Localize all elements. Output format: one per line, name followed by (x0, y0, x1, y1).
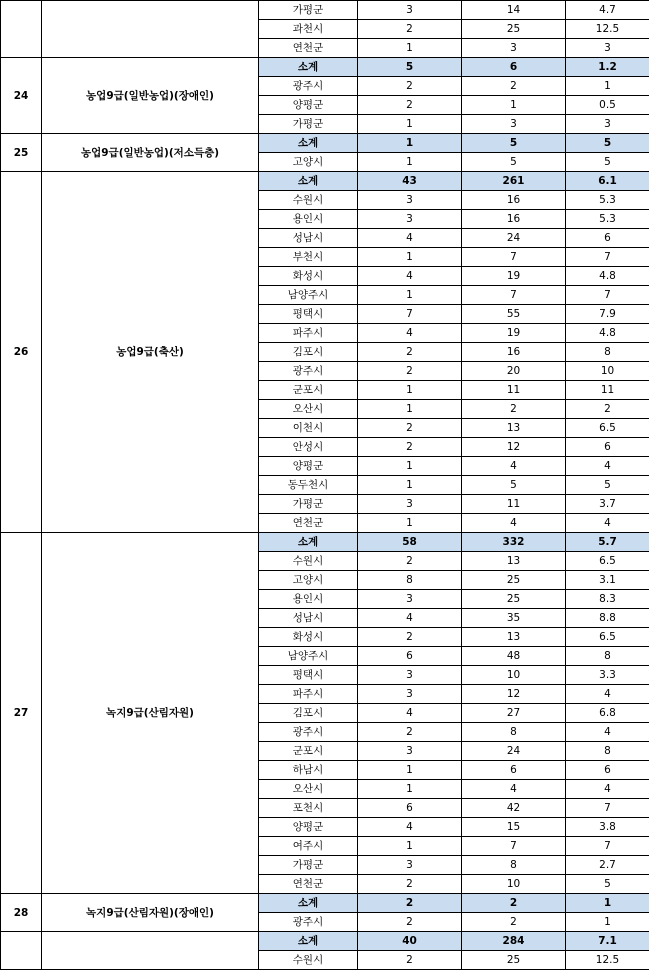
competition-ratio-cell: 12.5 (566, 951, 649, 970)
region-cell: 포천시 (259, 799, 358, 818)
competition-ratio-cell: 5 (566, 476, 649, 495)
selected-count-cell: 1 (358, 134, 462, 153)
applicant-count-cell: 5 (462, 153, 566, 172)
selected-count-cell: 2 (358, 951, 462, 970)
region-cell: 가평군 (259, 495, 358, 514)
competition-ratio-cell: 4 (566, 685, 649, 704)
group-number: 26 (1, 172, 42, 533)
selected-count-cell: 58 (358, 533, 462, 552)
group-number (1, 1, 42, 58)
group-number: 28 (1, 894, 42, 932)
applicant-count-cell: 55 (462, 305, 566, 324)
competition-ratio-cell: 8.3 (566, 590, 649, 609)
applicant-count-cell: 7 (462, 837, 566, 856)
position-name: 농업9급(축산) (42, 172, 259, 533)
selected-count-cell: 8 (358, 571, 462, 590)
applicant-count-cell: 6 (462, 58, 566, 77)
competition-ratio-cell: 0.5 (566, 96, 649, 115)
selected-count-cell: 43 (358, 172, 462, 191)
competition-ratio-cell: 3.3 (566, 666, 649, 685)
applicant-count-cell: 12 (462, 685, 566, 704)
selected-count-cell: 2 (358, 628, 462, 647)
competition-ratio-cell: 7 (566, 799, 649, 818)
selected-count-cell: 6 (358, 647, 462, 666)
region-cell: 소계 (259, 533, 358, 552)
applicant-count-cell: 332 (462, 533, 566, 552)
selected-count-cell: 3 (358, 191, 462, 210)
region-cell: 고양시 (259, 571, 358, 590)
competition-ratio-cell: 7.1 (566, 932, 649, 951)
competition-ratio-cell: 5.7 (566, 533, 649, 552)
selected-count-cell: 2 (358, 77, 462, 96)
selected-count-cell: 40 (358, 932, 462, 951)
applicant-count-cell: 20 (462, 362, 566, 381)
region-cell: 양평군 (259, 457, 358, 476)
applicant-count-cell: 48 (462, 647, 566, 666)
applicant-count-cell: 4 (462, 514, 566, 533)
region-cell: 소계 (259, 894, 358, 913)
applicant-count-cell: 19 (462, 324, 566, 343)
selected-count-cell: 1 (358, 457, 462, 476)
subtotal-row (1, 58, 649, 77)
competition-ratio-cell: 6.5 (566, 628, 649, 647)
region-cell: 성남시 (259, 609, 358, 628)
applicant-count-cell: 16 (462, 343, 566, 362)
applicant-count-cell: 261 (462, 172, 566, 191)
selected-count-cell: 2 (358, 723, 462, 742)
competition-ratio-cell: 7 (566, 286, 649, 305)
applicant-count-cell: 25 (462, 571, 566, 590)
applicant-count-cell: 11 (462, 495, 566, 514)
selected-count-cell: 3 (358, 1, 462, 20)
selected-count-cell: 1 (358, 837, 462, 856)
region-cell: 수원시 (259, 552, 358, 571)
selected-count-cell: 1 (358, 476, 462, 495)
region-cell: 용인시 (259, 210, 358, 229)
selected-count-cell: 1 (358, 514, 462, 533)
selected-count-cell: 1 (358, 761, 462, 780)
competition-ratio-cell: 8 (566, 647, 649, 666)
competition-ratio-cell: 1.2 (566, 58, 649, 77)
selected-count-cell: 3 (358, 210, 462, 229)
region-cell: 수원시 (259, 191, 358, 210)
applicant-count-cell: 42 (462, 799, 566, 818)
region-cell: 평택시 (259, 666, 358, 685)
applicant-count-cell: 7 (462, 286, 566, 305)
selected-count-cell: 1 (358, 780, 462, 799)
competition-ratio-cell: 3.7 (566, 495, 649, 514)
table-body (1, 1, 649, 970)
subtotal-row (1, 134, 649, 153)
competition-ratio-cell: 6.5 (566, 419, 649, 438)
selected-count-cell: 4 (358, 704, 462, 723)
region-cell: 과천시 (259, 20, 358, 39)
region-cell: 오산시 (259, 400, 358, 419)
region-cell: 소계 (259, 932, 358, 951)
region-cell: 광주시 (259, 723, 358, 742)
subtotal-row (1, 894, 649, 913)
competition-ratio-cell: 3 (566, 39, 649, 58)
competition-ratio-cell: 4.7 (566, 1, 649, 20)
applicant-count-cell: 7 (462, 248, 566, 267)
group-number (1, 932, 42, 970)
applicant-count-cell: 4 (462, 457, 566, 476)
applicant-count-cell: 24 (462, 742, 566, 761)
applicant-count-cell: 14 (462, 1, 566, 20)
competition-ratio-cell: 8 (566, 343, 649, 362)
competition-ratio-cell: 6 (566, 761, 649, 780)
region-cell: 가평군 (259, 856, 358, 875)
region-cell: 동두천시 (259, 476, 358, 495)
competition-ratio-cell: 5.3 (566, 210, 649, 229)
group-number: 25 (1, 134, 42, 172)
applicant-count-cell: 8 (462, 723, 566, 742)
applicant-count-cell: 35 (462, 609, 566, 628)
applicant-count-cell: 6 (462, 761, 566, 780)
applicant-count-cell: 10 (462, 666, 566, 685)
selected-count-cell: 2 (358, 419, 462, 438)
competition-ratio-cell: 4 (566, 723, 649, 742)
applicant-count-cell: 8 (462, 856, 566, 875)
applicant-count-cell: 1 (462, 96, 566, 115)
selected-count-cell: 3 (358, 742, 462, 761)
selected-count-cell: 2 (358, 96, 462, 115)
region-cell: 소계 (259, 172, 358, 191)
selected-count-cell: 1 (358, 153, 462, 172)
applicant-count-cell: 15 (462, 818, 566, 837)
region-cell: 연천군 (259, 875, 358, 894)
selected-count-cell: 1 (358, 286, 462, 305)
applicant-count-cell: 13 (462, 419, 566, 438)
applicant-count-cell: 27 (462, 704, 566, 723)
group-number: 27 (1, 533, 42, 894)
region-cell: 오산시 (259, 780, 358, 799)
selected-count-cell: 1 (358, 115, 462, 134)
applicant-count-cell: 16 (462, 191, 566, 210)
competition-ratio-cell: 1 (566, 913, 649, 932)
competition-ratio-cell: 8 (566, 742, 649, 761)
region-cell: 부천시 (259, 248, 358, 267)
applicant-count-cell: 25 (462, 590, 566, 609)
region-cell: 연천군 (259, 514, 358, 533)
selected-count-cell: 3 (358, 495, 462, 514)
applicant-count-cell: 4 (462, 780, 566, 799)
region-cell: 화성시 (259, 267, 358, 286)
selected-count-cell: 2 (358, 438, 462, 457)
competition-ratio-cell: 4.8 (566, 267, 649, 286)
competition-ratio-cell: 6.5 (566, 552, 649, 571)
region-cell: 이천시 (259, 419, 358, 438)
selected-count-cell: 3 (358, 685, 462, 704)
region-cell: 안성시 (259, 438, 358, 457)
competition-ratio-cell: 3 (566, 115, 649, 134)
applicant-count-cell: 2 (462, 894, 566, 913)
applicant-count-cell: 284 (462, 932, 566, 951)
region-cell: 광주시 (259, 362, 358, 381)
applicant-count-cell: 3 (462, 39, 566, 58)
selected-count-cell: 3 (358, 666, 462, 685)
position-name: 녹지9급(산림자원) (42, 533, 259, 894)
selected-count-cell: 2 (358, 20, 462, 39)
region-cell: 군포시 (259, 381, 358, 400)
selected-count-cell: 2 (358, 894, 462, 913)
applicant-count-cell: 5 (462, 476, 566, 495)
selected-count-cell: 2 (358, 875, 462, 894)
group-number: 24 (1, 58, 42, 134)
competition-ratio-cell: 11 (566, 381, 649, 400)
region-cell: 김포시 (259, 343, 358, 362)
applicant-count-cell: 25 (462, 951, 566, 970)
competition-ratio-cell: 6.8 (566, 704, 649, 723)
table-row (1, 1, 649, 20)
selected-count-cell: 3 (358, 590, 462, 609)
position-name: 농업9급(일반농업)(장애인) (42, 58, 259, 134)
applicant-count-cell: 11 (462, 381, 566, 400)
region-cell: 연천군 (259, 39, 358, 58)
selected-count-cell: 5 (358, 58, 462, 77)
selected-count-cell: 2 (358, 343, 462, 362)
applicant-count-cell: 12 (462, 438, 566, 457)
selected-count-cell: 2 (358, 913, 462, 932)
region-cell: 남양주시 (259, 286, 358, 305)
subtotal-row (1, 172, 649, 191)
region-cell: 양평군 (259, 818, 358, 837)
selected-count-cell: 1 (358, 381, 462, 400)
region-cell: 파주시 (259, 685, 358, 704)
selected-count-cell: 1 (358, 248, 462, 267)
applicant-count-cell: 19 (462, 267, 566, 286)
selected-count-cell: 2 (358, 362, 462, 381)
applicant-count-cell: 2 (462, 77, 566, 96)
competition-ratio-cell: 7 (566, 837, 649, 856)
applicant-count-cell: 2 (462, 913, 566, 932)
region-cell: 소계 (259, 134, 358, 153)
selected-count-cell: 4 (358, 324, 462, 343)
applicant-count-cell: 10 (462, 875, 566, 894)
selected-count-cell: 4 (358, 229, 462, 248)
competition-ratio-cell: 4.8 (566, 324, 649, 343)
competition-ratio-cell: 1 (566, 894, 649, 913)
competition-ratio-cell: 2 (566, 400, 649, 419)
applicant-count-cell: 25 (462, 20, 566, 39)
competition-ratio-cell: 4 (566, 780, 649, 799)
competition-ratio-cell: 5.3 (566, 191, 649, 210)
region-cell: 군포시 (259, 742, 358, 761)
applicant-count-cell: 2 (462, 400, 566, 419)
region-cell: 양평군 (259, 96, 358, 115)
region-cell: 여주시 (259, 837, 358, 856)
competition-ratio-cell: 8.8 (566, 609, 649, 628)
competition-ratio-cell: 7 (566, 248, 649, 267)
competition-ratio-cell: 6 (566, 438, 649, 457)
competition-ratio-cell: 5 (566, 153, 649, 172)
region-cell: 화성시 (259, 628, 358, 647)
competition-ratio-cell: 7.9 (566, 305, 649, 324)
region-cell: 고양시 (259, 153, 358, 172)
competition-ratio-cell: 4 (566, 457, 649, 476)
region-cell: 김포시 (259, 704, 358, 723)
region-cell: 하남시 (259, 761, 358, 780)
position-name (42, 1, 259, 58)
position-name: 농업9급(일반농업)(저소득층) (42, 134, 259, 172)
region-cell: 성남시 (259, 229, 358, 248)
competition-ratio-cell: 3.1 (566, 571, 649, 590)
competition-ratio-cell: 12.5 (566, 20, 649, 39)
competition-ratio-cell: 2.7 (566, 856, 649, 875)
competition-ratio-cell: 3.8 (566, 818, 649, 837)
competition-ratio-cell: 1 (566, 77, 649, 96)
subtotal-row (1, 533, 649, 552)
applicant-count-cell: 16 (462, 210, 566, 229)
region-cell: 평택시 (259, 305, 358, 324)
region-cell: 남양주시 (259, 647, 358, 666)
selected-count-cell: 1 (358, 39, 462, 58)
subtotal-row (1, 932, 649, 951)
region-cell: 광주시 (259, 77, 358, 96)
competition-ratio-cell: 5 (566, 134, 649, 153)
competition-ratio-cell: 6 (566, 229, 649, 248)
region-cell: 광주시 (259, 913, 358, 932)
selected-count-cell: 6 (358, 799, 462, 818)
region-cell: 용인시 (259, 590, 358, 609)
selected-count-cell: 3 (358, 856, 462, 875)
competition-ratio-cell: 5 (566, 875, 649, 894)
region-cell: 가평군 (259, 1, 358, 20)
region-cell: 수원시 (259, 951, 358, 970)
competition-ratio-cell: 4 (566, 514, 649, 533)
region-cell: 소계 (259, 58, 358, 77)
applicant-count-cell: 24 (462, 229, 566, 248)
region-cell: 가평군 (259, 115, 358, 134)
applicant-count-cell: 3 (462, 115, 566, 134)
position-name (42, 932, 259, 970)
competition-ratio-cell: 10 (566, 362, 649, 381)
position-name: 녹지9급(산림자원)(장애인) (42, 894, 259, 932)
region-cell: 파주시 (259, 324, 358, 343)
selected-count-cell: 4 (358, 818, 462, 837)
applicant-count-cell: 13 (462, 628, 566, 647)
selected-count-cell: 4 (358, 267, 462, 286)
selected-count-cell: 4 (358, 609, 462, 628)
selected-count-cell: 1 (358, 400, 462, 419)
competition-ratio-cell: 6.1 (566, 172, 649, 191)
applicant-count-cell: 5 (462, 134, 566, 153)
selected-count-cell: 7 (358, 305, 462, 324)
applicant-count-cell: 13 (462, 552, 566, 571)
selected-count-cell: 2 (358, 552, 462, 571)
